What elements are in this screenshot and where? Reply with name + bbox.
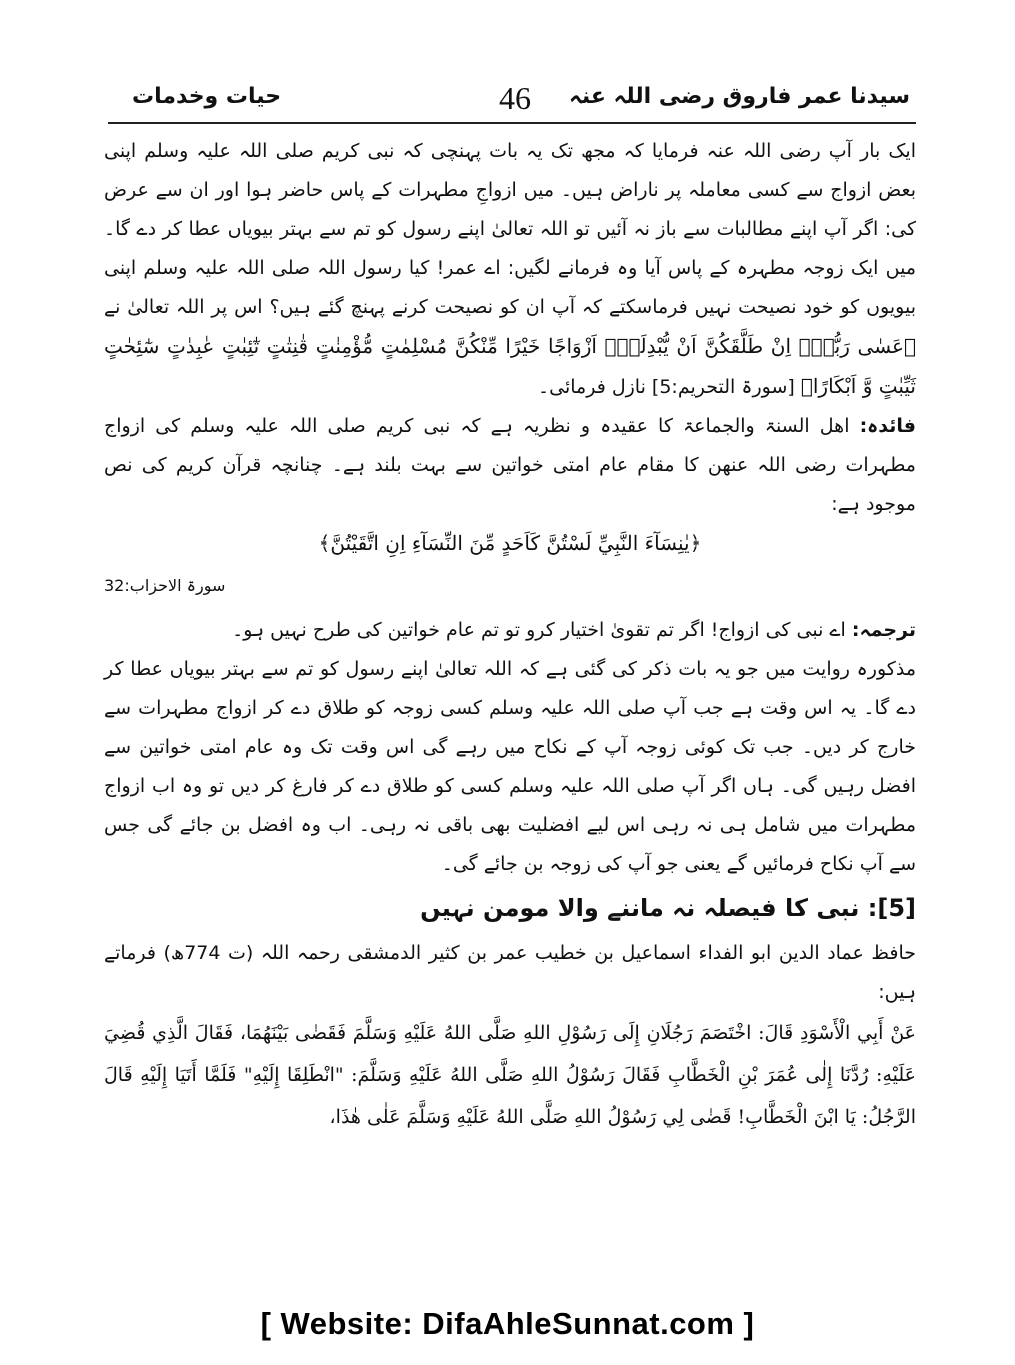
paragraph-text: ایک بار آپ رضی اللہ عنہ فرمایا کہ مجھ تک یہ بات پہنچی کہ نبی کریم صلی اللہ علیہ وسلم اپنی بعض ازواج سے کسی معاملہ پر ناراض ہیں۔ میں ازواجِ مطہرات کے پاس حاضر ہوا اور ان سے عرض کی: اگر آپ اپنے مطالبات سے باز نہ آئیں تو اللہ تعالیٰ اپنے رسول کو تم سے بہتر بیویاں عطا کر دے گا۔ میں ایک زوجہ مطہرہ کے پاس آیا وہ فرمانے لگیں: اے عمر! کیا رسول اللہ صلی اللہ علیہ وسلم اپنی بیویوں کو خود نصیحت نہیں فرماسکتے کہ آپ ان کو نصیحت کرنے پہنچ گئے ہیں؟ اس پر اللہ تعالیٰ نے: [104, 140, 916, 318]
page-body: [104, 132, 916, 1138]
paragraph-umar-story: [104, 132, 916, 407]
translation-text: اے نبی کی ازواج! اگر تم تقویٰ اختیار کرو تو تم عام خواتین کی طرح نہیں ہو۔: [232, 619, 846, 641]
quran-verse-tahrim: ﴿عَسٰى رَبُّهٗۤ اِنْ طَلَّقَكُنَّ اَنْ يُّبْدِلَهٗۤ اَزْوَاجًا خَيْرًا مِّنْكُنَّ مُسْلِمٰتٍ مُّؤْمِنٰتٍ قٰنِتٰتٍ تٰٓئِبٰتٍ عٰبِدٰتٍ سٰٓئِحٰتٍ ثَيِّبٰتٍ وَّ اَبْكَارًا﴾: [104, 334, 916, 398]
surah-reference: [سورۃ التحریم:5] نازل فرمائی۔: [537, 376, 795, 398]
book-title: سیدنا عمر فاروق رضی اللہ عنہ: [568, 84, 910, 109]
explanation-paragraph: مذکورہ روایت میں جو یہ بات ذکر کی گئی ہے کہ اللہ تعالیٰ اپنے رسول کو تم سے بہتر بیویاں عطا کر دے گا۔ یہ اس وقت ہے جب آپ صلی اللہ علیہ وسلم کسی زوجہ کو طلاق دے کر ازواج مطہرات سے خارج کر دیں۔ جب تک کوئی زوجہ آپ کے نکاح میں رہے گی اس وقت تک وہ عام امتی خواتین سے افضل رہیں گی۔ ہاں اگر آپ صلی اللہ علیہ وسلم کسی کو طلاق دے کر فارغ کر دیں تو وہ اب ازواج مطہرات میں شامل ہی نہ رہی اس لیے افضلیت بھی باقی نہ رہی۔ اب وہ افضل بن جائے گی جس سے آپ نکاح فرمائیں گے یعنی جو آپ کی زوجہ بن جائے گی۔: [104, 658, 916, 875]
book-subtitle: حیات وخدمات: [132, 84, 282, 109]
fawaid-paragraph: [104, 407, 916, 524]
page-header: [120, 80, 910, 124]
section-intro: حافظ عماد الدین ابو الفداء اسماعیل بن خطیب عمر بن کثیر الدمشقی رحمہ اللہ (ت 774ھ) فرماتے ہیں:: [104, 942, 917, 1003]
fawaid-text: اھل السنۃ والجماعۃ کا عقیدہ و نظریہ ہے کہ نبی کریم صلی اللہ علیہ وسلم کی ازواج مطہرات رضی اللہ عنھن کا مقام عام امتی خواتین سے بہت بلند ہے۔ چنانچہ قرآن کریم کی نص موجود ہے:: [104, 415, 916, 515]
website-footer: [ Website: DifaAhleSunnat.com ]: [260, 1306, 755, 1341]
section-heading: [5]: نبی کا فیصلہ نہ ماننے والا مومن نہیں: [420, 894, 916, 922]
translation-label: ترجمہ:: [851, 619, 916, 641]
quran-verse-ahzab: ﴿يٰنِسَآءَ النَّبِيِّ لَسْتُنَّ كَاَحَدٍ مِّنَ النِّسَآءِ اِنِ اتَّقَيْتُنَّ﴾: [318, 531, 702, 555]
ahzab-reference: سورۃ الاحزاب:32: [104, 576, 226, 595]
header-divider: [108, 122, 916, 124]
fawaid-label: فائدہ:: [859, 415, 916, 437]
translation-paragraph: [104, 611, 916, 650]
hadith-arabic-text: عَنْ أَبِي الْأَسْوَدِ قَالَ: اخْتَصَمَ رَجُلَانِ إِلَى رَسُوْلِ اللهِ صَلَّى اللهُ عَلَيْهِ وَسَلَّمَ فَقَضٰى بَيْنَهُمَا، فَقَالَ الَّذِي قُضِيَ عَلَيْهِ: رُدَّنَا إِلٰى عُمَرَ بْنِ الْخَطَّابِ فَقَالَ رَسُوْلُ اللهِ صَلَّى اللهُ عَلَيْهِ وَسَلَّمَ: "انْطَلِقَا إِلَيْهِ" فَلَمَّا أَتَيَا إِلَيْهِ قَالَ الرَّجُلُ: يَا ابْنَ الْخَطَّابِ! قَضٰى لِي رَسُوْلُ اللهِ صَلَّى اللهُ عَلَيْهِ وَسَلَّمَ عَلٰى هٰذَا،: [104, 1022, 916, 1128]
page-number: 46: [499, 80, 531, 116]
